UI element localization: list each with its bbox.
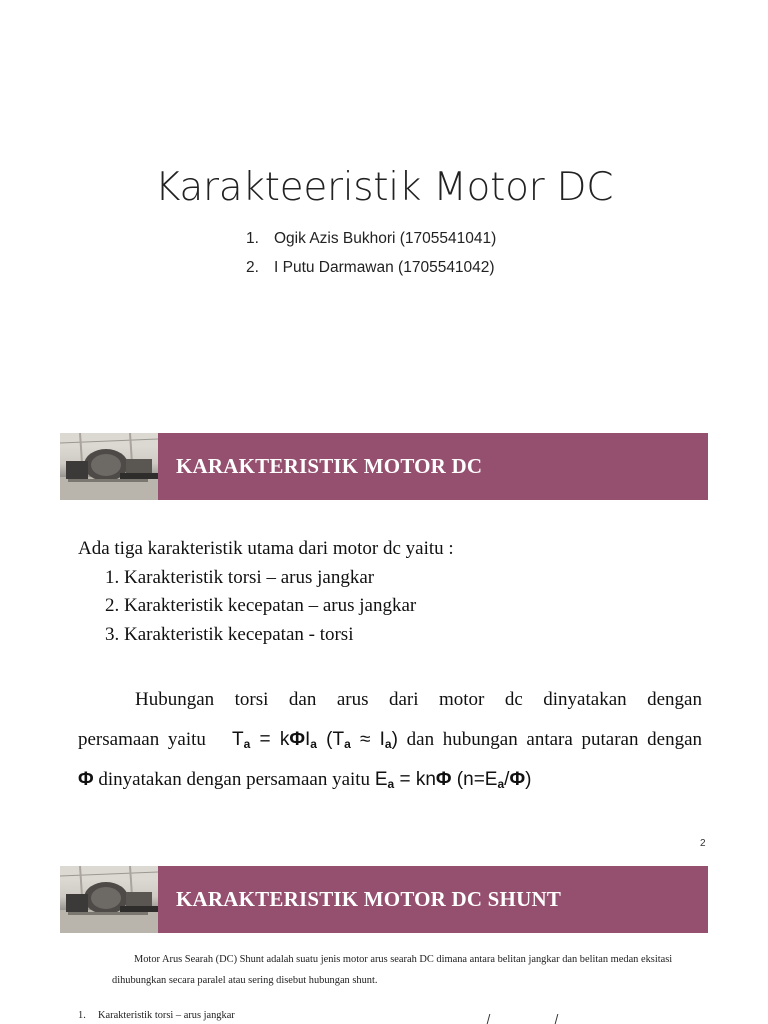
author-item xyxy=(246,258,496,287)
intro-text: Ada tiga karakteristik utama dari motor dc yaitu : xyxy=(78,538,454,559)
slide-title: Karakteeristik Motor DC xyxy=(154,165,614,210)
shunt-text: Motor Arus Searah (DC) Shunt adalah suatu jenis motor arus searah DC dimana antara belitan jangkar dan belitan medan eksitasi dihubungkan secara paralel atau sering disebut hubungan shunt. xyxy=(112,954,673,986)
item-number: 1. xyxy=(78,1010,86,1021)
item-label: Karakteristik torsi – arus jangkar xyxy=(98,1010,235,1021)
author-number: 2. xyxy=(246,259,259,276)
equation-paragraph xyxy=(78,680,702,800)
author-item xyxy=(246,229,496,258)
list-item: 2. Karakteristik kecepatan – arus jangkar xyxy=(105,595,417,616)
paragraph-line: Φ dinyatakan dengan persamaan yaitu $E_a = kn\Phi$ $(n=E_a/\Phi)$ xyxy=(78,769,532,791)
motor-photo xyxy=(60,433,158,500)
author-list xyxy=(246,229,496,287)
banner-title: KARAKTERISTIK MOTOR DC SHUNT xyxy=(176,887,562,911)
paragraph-line xyxy=(78,680,702,720)
section-banner xyxy=(60,866,708,933)
list-item: 3. Karakteristik kecepatan - torsi xyxy=(105,623,354,645)
author-name: Ogik Azis Bukhori (1705541041) xyxy=(274,230,497,247)
motor-photo-illustration xyxy=(60,866,158,933)
torque-equation: $T_a = k\Phi I_a$ $(T_a \approx I_a)$ xyxy=(232,729,398,751)
characteristics-list xyxy=(78,564,454,650)
author-number: 1. xyxy=(246,230,259,247)
motor-photo xyxy=(60,866,158,933)
motor-photo-illustration xyxy=(60,433,158,500)
paragraph-text: dinyatakan dengan persamaan yaitu xyxy=(98,769,371,790)
paragraph-text: Hubungan torsi dan arus dari motor dc dinyatakan dengan xyxy=(135,689,702,710)
banner-title: KARAKTERISTIK MOTOR DC xyxy=(176,454,483,478)
author-name: I Putu Darmawan (1705541042) xyxy=(274,259,495,276)
paragraph-text: dan hubungan antara putaran dengan xyxy=(406,729,703,750)
shunt-list-item xyxy=(78,1010,235,1021)
shunt-description xyxy=(112,949,722,991)
speed-equation: $E_a = kn\Phi$ $(n=E_a/\Phi)$ xyxy=(374,769,532,791)
cropped-figure-fragment xyxy=(555,1014,560,1024)
paragraph-line xyxy=(78,720,702,760)
section-banner xyxy=(60,433,708,500)
paragraph-text: persamaan yaitu xyxy=(78,729,206,750)
cropped-figure-fragment xyxy=(487,1014,492,1024)
list-item: 1. Karakteristik torsi – arus jangkar xyxy=(105,566,375,588)
page-number: 2 xyxy=(700,838,706,849)
intro-block xyxy=(78,535,454,649)
